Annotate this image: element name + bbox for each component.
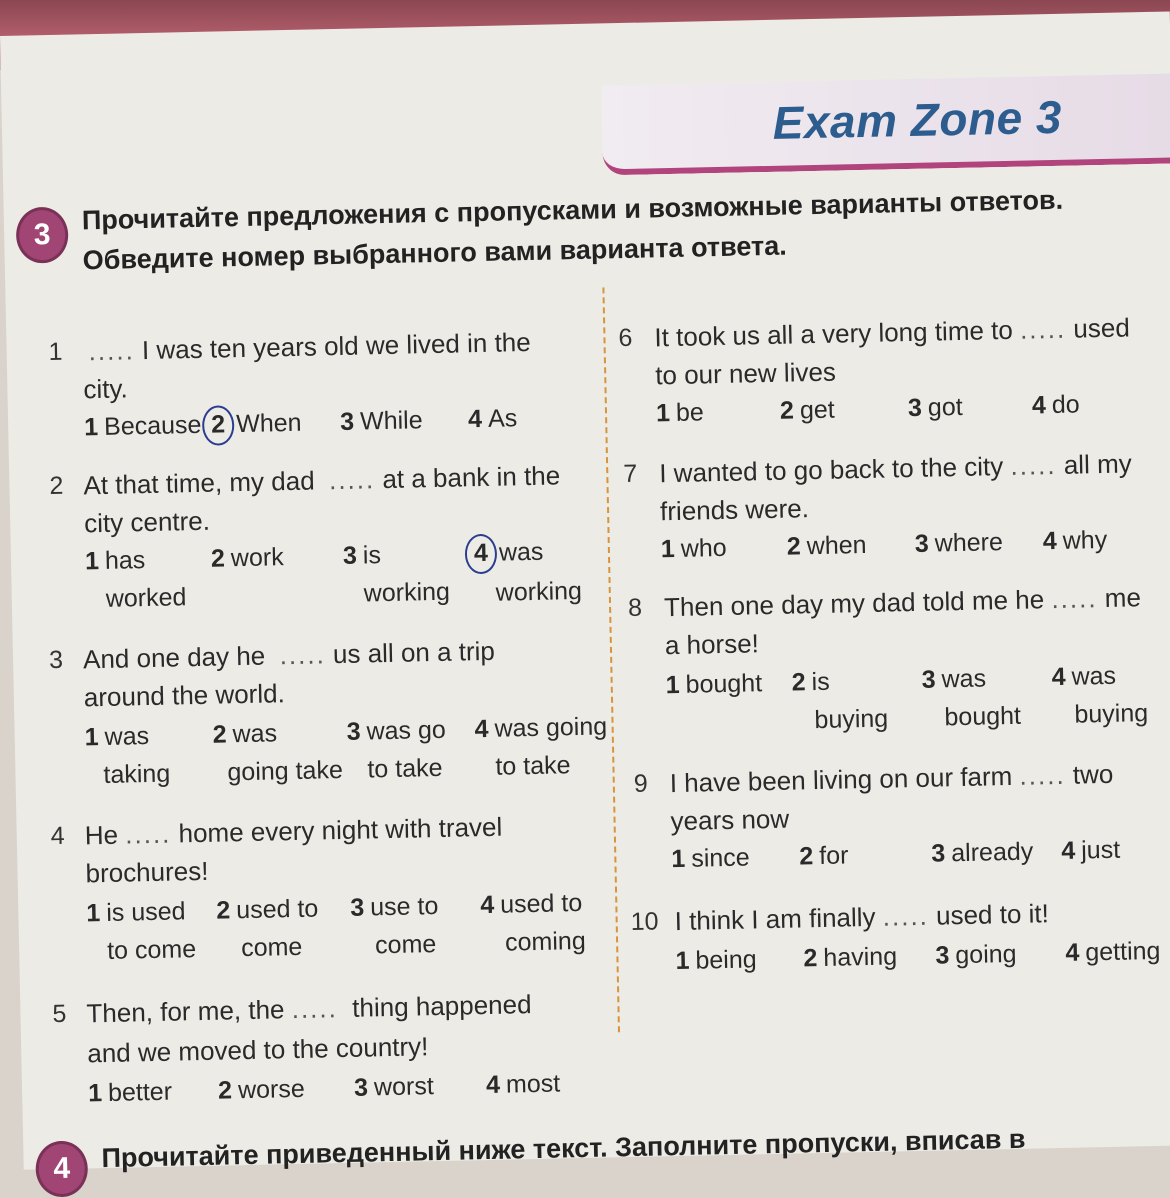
option-text: be [675, 398, 705, 427]
option-2[interactable] [206, 404, 302, 446]
blank: ..... [328, 464, 376, 496]
option-1[interactable] [660, 529, 727, 568]
stem-text: thing happened [351, 989, 532, 1023]
option-3[interactable] [346, 711, 447, 789]
option-number: 2 [779, 396, 795, 425]
circled-option-number: 2 [202, 405, 235, 446]
blank: ..... [1051, 583, 1098, 615]
option-4[interactable] [486, 1065, 561, 1105]
option-number: 3 [921, 665, 936, 694]
question-stem [659, 444, 1132, 492]
question-number: 8 [627, 593, 643, 622]
stem-text: two [1072, 758, 1114, 790]
option-text: used to [499, 889, 583, 919]
option-number: 3 [350, 893, 365, 922]
option-number: 1 [87, 1079, 103, 1108]
option-number: 1 [655, 399, 671, 428]
option-text: already [950, 837, 1034, 868]
option-4[interactable] [468, 399, 518, 438]
stem-text: He [84, 819, 119, 851]
option-text: worse [237, 1074, 306, 1105]
option-4[interactable] [480, 884, 586, 962]
option-1[interactable] [656, 393, 705, 432]
question-6 [618, 308, 1160, 439]
stem-text: all my [1063, 448, 1132, 480]
option-2[interactable] [791, 662, 888, 740]
option-text: While [359, 406, 423, 436]
option-text: is used [106, 897, 186, 927]
option-text: since [690, 843, 750, 873]
option-number: 3 [931, 839, 946, 868]
option-3[interactable] [908, 388, 963, 427]
option-2[interactable] [786, 526, 866, 566]
stem-text: used to it! [935, 898, 1050, 931]
option-number: 3 [342, 541, 358, 570]
question-1 [48, 322, 590, 453]
stem-text: I have been living on our farm [669, 760, 1013, 799]
question-number: 7 [623, 459, 638, 489]
blank: ..... [291, 993, 339, 1025]
option-number: 3 [346, 717, 361, 746]
option-text-line-2: coming [504, 926, 586, 957]
option-number: 3 [339, 407, 355, 436]
option-2[interactable] [216, 890, 319, 968]
option-3[interactable] [350, 887, 440, 965]
question-number: 6 [618, 323, 633, 353]
option-number: 3 [914, 529, 930, 558]
option-number: 2 [803, 944, 818, 973]
question-number: 1 [48, 337, 63, 367]
option-text: was [232, 719, 278, 749]
blank: ..... [882, 900, 930, 932]
question-stem [83, 456, 561, 504]
option-number: 4 [474, 714, 489, 744]
stem-text: I wanted to go back to the city [658, 451, 1004, 489]
option-text: was [498, 537, 544, 567]
textbook-page [0, 11, 1170, 1186]
option-number: 2 [212, 720, 227, 749]
option-text-line-2: to take [495, 751, 571, 781]
stem-line-2: and we moved to the country! [87, 1031, 429, 1069]
option-text-line-2: worked [105, 583, 187, 613]
question-number: 5 [52, 999, 67, 1029]
option-number: 2 [799, 842, 814, 871]
question-number: 4 [50, 821, 65, 851]
question-5 [52, 983, 614, 1115]
question-stem [664, 578, 1142, 626]
stem-line-2: around the world. [83, 678, 286, 713]
question-number: 9 [633, 769, 648, 798]
option-2[interactable] [780, 391, 835, 430]
option-number: 4 [485, 1070, 501, 1100]
option-text: who [680, 533, 727, 563]
question-stem [84, 808, 502, 855]
stem-text: Then one day my dad told me he [663, 584, 1045, 623]
question-number: 2 [49, 471, 64, 501]
option-text: why [1062, 525, 1108, 555]
option-text: going [955, 939, 1017, 970]
option-1[interactable] [85, 540, 187, 618]
option-text: getting [1085, 936, 1161, 967]
question-stem [669, 755, 1113, 802]
option-text: bought [685, 669, 763, 699]
task-instruction: Прочитайте предложения с пропусками и возможные варианты ответов. Обведите номер выбранного вами варианта ответа. [81, 184, 1064, 276]
question-8 [628, 578, 1170, 749]
option-3[interactable] [921, 659, 1021, 737]
option-number: 3 [907, 393, 923, 423]
blank: ..... [1019, 759, 1066, 791]
task-4-number-badge: 4 [35, 1140, 88, 1197]
option-1[interactable] [84, 406, 202, 446]
option-text-line-2: working [495, 576, 583, 607]
option-text-line-2: come [240, 932, 303, 963]
option-number: 4 [1042, 526, 1058, 556]
option-number: 1 [665, 670, 680, 700]
stem-line-2: city. [83, 373, 129, 405]
option-2[interactable] [799, 836, 849, 875]
option-number: 4 [1051, 662, 1066, 692]
option-4[interactable] [1065, 932, 1161, 972]
option-number: 2 [791, 668, 806, 697]
question-9 [633, 754, 1170, 885]
option-text: for [818, 841, 849, 871]
stem-text: And one day he [82, 640, 266, 675]
option-number: 1 [83, 413, 99, 442]
stem-text: used [1073, 312, 1131, 344]
option-1[interactable] [675, 940, 757, 980]
option-number: 4 [1061, 836, 1076, 865]
stem-line-2: brochures! [85, 855, 209, 889]
task-number-badge: 3 [16, 207, 69, 264]
option-number: 4 [480, 890, 495, 920]
option-number: 4 [1065, 938, 1080, 967]
stem-text: I was ten years old we lived in the [141, 326, 531, 366]
option-3[interactable] [931, 833, 1034, 873]
option-4[interactable] [469, 532, 583, 612]
option-text: use to [369, 892, 439, 922]
blank: ..... [124, 818, 172, 850]
option-text: do [1051, 390, 1080, 420]
option-3[interactable] [343, 535, 451, 613]
option-4[interactable] [1051, 656, 1148, 734]
question-stem [83, 632, 496, 679]
option-text: when [806, 530, 867, 561]
option-text-line-2: come [374, 930, 437, 960]
question-stem [88, 323, 531, 370]
option-4[interactable] [1061, 831, 1121, 870]
question-3 [49, 629, 607, 801]
option-text: is [362, 541, 382, 570]
option-number: 1 [660, 534, 676, 564]
option-text: As [487, 404, 518, 433]
option-number: 1 [675, 946, 690, 976]
option-text-line-2: bought [944, 701, 1022, 732]
stem-line-2: years now [670, 803, 790, 837]
question-10 [630, 892, 1170, 993]
option-number: 4 [467, 404, 483, 434]
stem-text: at a bank in the [382, 460, 561, 495]
option-text: where [934, 528, 1004, 558]
option-number: 1 [84, 547, 100, 576]
option-text: is [811, 667, 830, 697]
option-number: 2 [217, 1076, 233, 1105]
option-text-line-2: working [363, 577, 451, 608]
question-4 [50, 805, 608, 977]
option-text: worst [373, 1072, 435, 1102]
option-1[interactable] [665, 664, 762, 704]
option-text: just [1080, 835, 1121, 865]
section-header-band [601, 73, 1170, 175]
option-4[interactable] [474, 707, 608, 786]
option-number: 1 [671, 844, 686, 874]
option-number: 2 [216, 896, 231, 925]
option-2[interactable] [212, 713, 343, 792]
option-text: has [104, 546, 146, 575]
option-2[interactable] [218, 1070, 305, 1110]
question-number: 3 [48, 645, 64, 675]
option-text: was going [494, 712, 608, 743]
option-3[interactable] [340, 401, 423, 441]
option-text: work [230, 543, 284, 573]
option-number: 2 [210, 544, 226, 573]
option-2[interactable] [211, 538, 284, 578]
option-text: get [799, 395, 835, 425]
option-text-line-2: buying [814, 704, 889, 735]
blank: ..... [279, 639, 327, 671]
question-number: 10 [630, 907, 659, 936]
option-number: 3 [935, 941, 950, 970]
option-number: 4 [1031, 391, 1047, 420]
option-1[interactable] [671, 838, 750, 878]
option-2[interactable] [803, 937, 897, 977]
stem-text: At that time, my dad [83, 465, 315, 501]
circled-option-number: 4 [465, 534, 498, 575]
blank: ..... [1019, 313, 1067, 345]
stem-text: me [1104, 582, 1142, 613]
stem-text: us all on a trip [332, 635, 496, 670]
section-title: Exam Zone 3 [772, 90, 1063, 149]
blank: ..... [1010, 449, 1057, 481]
stem-text: It took us all a very long time to [654, 314, 1014, 353]
question-stem [674, 894, 1049, 940]
option-1[interactable] [88, 1073, 173, 1113]
option-text: got [927, 392, 963, 422]
option-number: 1 [84, 723, 99, 752]
stem-text: home every night with travel [178, 811, 503, 849]
option-3[interactable] [354, 1067, 434, 1107]
stem-line-2: friends were. [659, 493, 810, 527]
option-text-line-2: taking [103, 759, 171, 789]
option-1[interactable] [84, 717, 170, 795]
option-text: used to [235, 894, 319, 925]
question-7 [623, 444, 1165, 575]
option-text: was [941, 664, 987, 694]
stem-text: I think I am finally [674, 901, 876, 937]
option-text-line-2: buying [1074, 699, 1149, 729]
option-1[interactable] [86, 892, 197, 970]
option-text: better [107, 1077, 173, 1107]
option-text: When [235, 408, 302, 439]
option-text: having [823, 942, 898, 972]
task-4-instruction: Прочитайте приведенный ниже текст. Заполните пропуски, вписав в [101, 1123, 1026, 1174]
option-text: most [505, 1069, 561, 1099]
option-text-line-2: to take [367, 753, 443, 784]
stem-line-2: to our new lives [654, 356, 837, 391]
option-text: was [1071, 661, 1117, 691]
option-number: 2 [786, 532, 802, 561]
stem-text: Then, for me, the [86, 994, 285, 1029]
blank: ..... [88, 335, 136, 367]
option-4[interactable] [1032, 385, 1081, 424]
question-stem [86, 985, 532, 1032]
stem-line-2: a horse! [664, 628, 760, 661]
option-4[interactable] [1042, 521, 1107, 560]
question-stem [654, 308, 1130, 356]
option-3[interactable] [935, 935, 1017, 975]
option-text-line-2: going take [227, 755, 344, 787]
option-text: was go [366, 715, 447, 746]
option-3[interactable] [914, 523, 1003, 563]
option-text-line-2: to come [106, 935, 197, 965]
option-text: Because [103, 410, 202, 441]
option-number: 3 [353, 1073, 369, 1102]
option-number: 1 [86, 899, 101, 928]
option-text: was [104, 722, 150, 751]
question-2 [49, 456, 597, 627]
stem-line-2: city centre. [83, 505, 211, 539]
option-text: being [695, 945, 757, 975]
